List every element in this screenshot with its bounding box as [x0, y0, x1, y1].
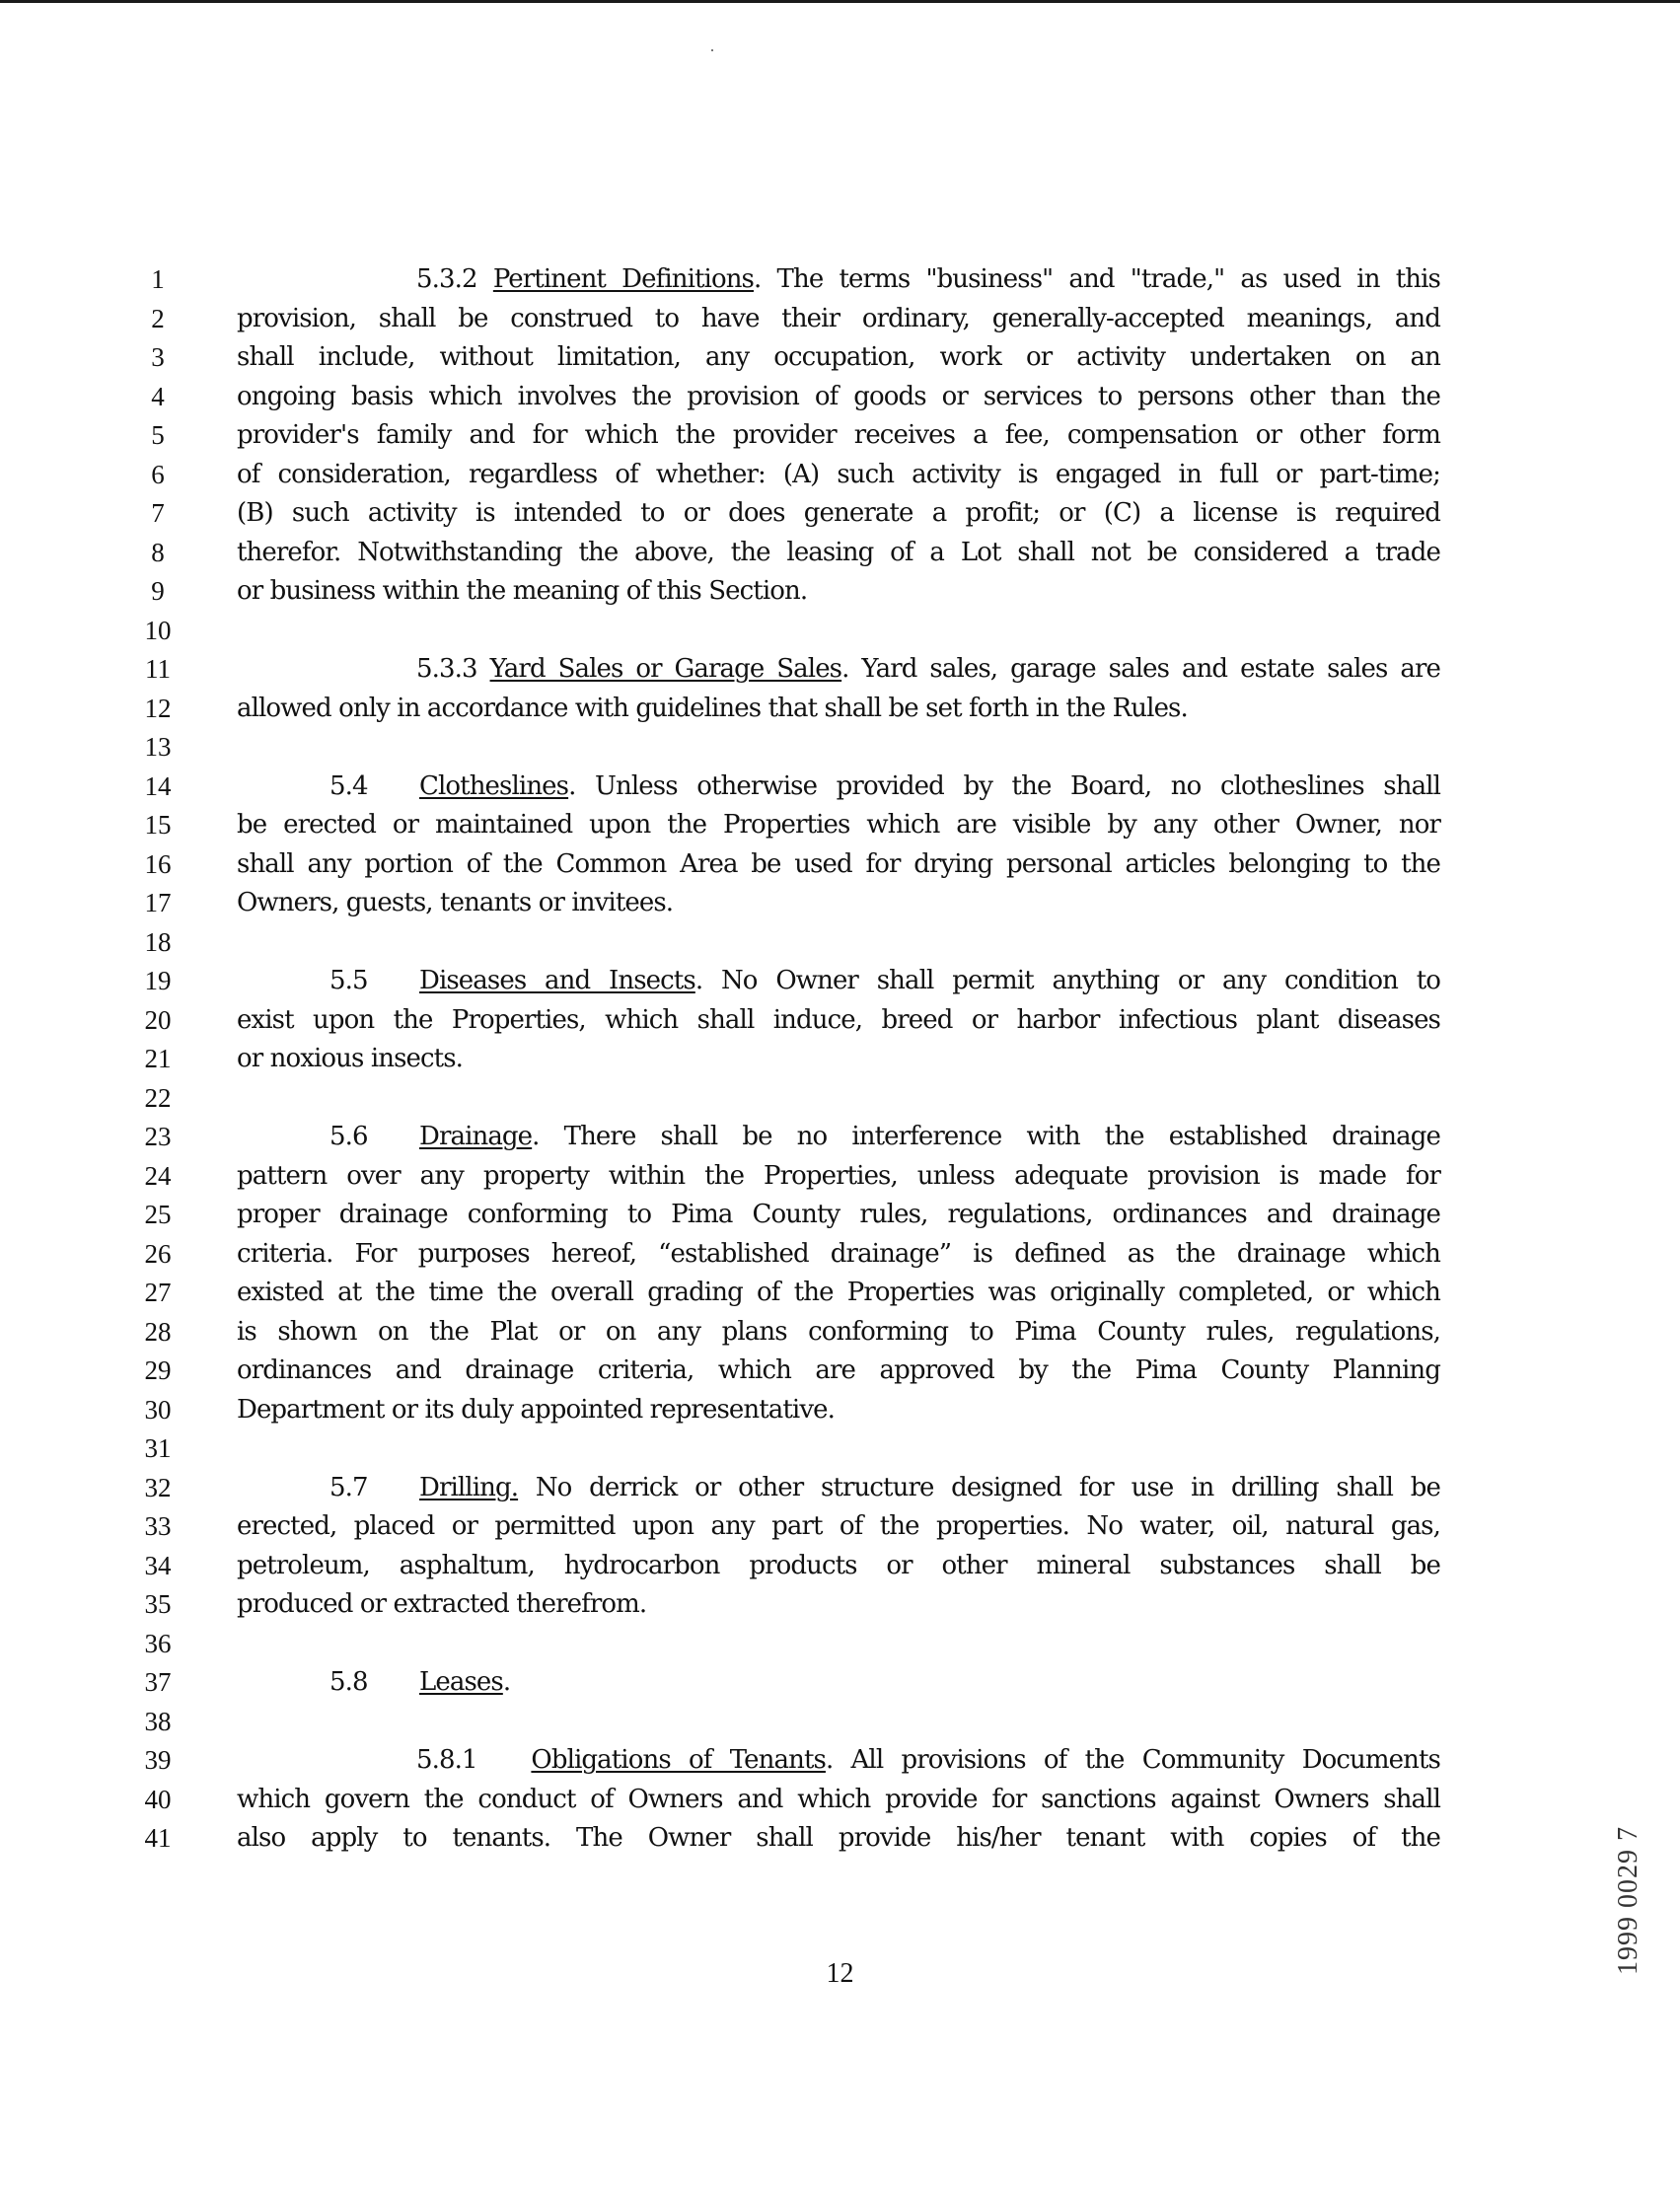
- body-line: pattern over any property within the Properties, unless adequate provision is made for: [237, 1160, 1440, 1191]
- line-number: 40: [144, 1784, 172, 1814]
- line-number: 24: [144, 1160, 172, 1191]
- line-number: 19: [144, 966, 172, 995]
- section-5-3-3-line-1: 5.3.3 Yard Sales or Garage Sales. Yard sales, garage sales and estate sales are: [237, 650, 1440, 690]
- body-line: ordinances and drainage criteria, which are approved by the Pima County Planning: [237, 1355, 1440, 1385]
- section-title: Drainage: [419, 1122, 533, 1151]
- section-title: Leases: [419, 1667, 503, 1697]
- line-number: 3: [151, 342, 165, 372]
- body-line: is shown on the Plat or on any plans conforming to Pima County rules, regulations,: [237, 1316, 1440, 1347]
- line-number: 1: [151, 264, 165, 294]
- body-line: criteria. For purposes hereof, “established drainage” is defined as the drainage which: [237, 1238, 1440, 1269]
- blank-line: [237, 728, 1440, 768]
- line-number: 14: [144, 770, 172, 801]
- section-5-3-2-line-1: 5.3.2 Pertinent Definitions. The terms "business" and "trade," as used in this: [237, 260, 1440, 300]
- line-number: 26: [144, 1238, 172, 1269]
- page-number: 12: [826, 1958, 854, 1989]
- scan-top-border: [0, 0, 1680, 3]
- section-title: Obligations of Tenants: [531, 1745, 826, 1775]
- section-number: 5.3.3: [416, 654, 477, 684]
- line-number: 11: [145, 654, 171, 684]
- section-title: Drilling.: [419, 1472, 519, 1502]
- line-number: 12: [144, 693, 172, 723]
- line-number: 37: [144, 1667, 172, 1697]
- blank-line: [237, 1625, 1440, 1664]
- line-number: 33: [144, 1511, 172, 1541]
- line-number: 28: [144, 1316, 172, 1347]
- body-line: ongoing basis which involves the provision of goods or services to persons other than the: [237, 381, 1440, 411]
- line-number: 8: [151, 537, 165, 567]
- line-number: 9: [151, 576, 165, 606]
- body-line: of consideration, regardless of whether: (A) such activity is engaged in full or part-time;: [237, 459, 1440, 489]
- line-number: 7: [151, 498, 165, 528]
- body-line: Owners, guests, tenants or invitees.: [237, 888, 674, 917]
- body-line: or noxious insects.: [237, 1044, 464, 1073]
- line-number: 23: [144, 1122, 172, 1151]
- section-5-7-line-1: 5.7 Drilling. No derrick or other structure designed for use in drilling shall be: [237, 1469, 1440, 1508]
- line-number: 4: [151, 381, 165, 411]
- section-number: 5.3.2: [416, 264, 477, 294]
- section-number: 5.4: [329, 770, 368, 801]
- line-number: 35: [144, 1589, 172, 1619]
- body-line: Department or its duly appointed representative.: [237, 1394, 835, 1425]
- body-line: allowed only in accordance with guidelines that shall be set forth in the Rules.: [237, 693, 1188, 723]
- body-line: shall include, without limitation, any occupation, work or activity undertaken on an: [237, 342, 1440, 372]
- section-5-8-1-line-1: 5.8.1 Obligations of Tenants. All provisions of the Community Documents: [237, 1741, 1440, 1781]
- line-number: 32: [144, 1472, 172, 1502]
- blank-line: [237, 1079, 1440, 1119]
- line-number-column: [138, 260, 178, 1859]
- line-number: 15: [144, 810, 172, 840]
- line-number: 39: [144, 1745, 172, 1775]
- body-line: erected, placed or permitted upon any part of the properties. No water, oil, natural gas,: [237, 1511, 1440, 1541]
- line-number: 34: [144, 1550, 172, 1580]
- section-title: Yard Sales or Garage Sales: [489, 654, 842, 684]
- line-number: 27: [144, 1278, 172, 1307]
- blank-line: [237, 1429, 1440, 1469]
- body-line: which govern the conduct of Owners and which provide for sanctions against Owners shall: [237, 1784, 1440, 1814]
- section-number: 5.8.1: [416, 1745, 477, 1775]
- body-line: be erected or maintained upon the Properties which are visible by any other Owner, nor: [237, 810, 1440, 840]
- line-number: 18: [144, 926, 172, 957]
- line-number: 36: [144, 1628, 172, 1658]
- section-number: 5.8: [329, 1667, 368, 1697]
- line-number: 29: [144, 1355, 172, 1385]
- section-title: Clotheslines: [419, 770, 569, 801]
- body-line: therefor. Notwithstanding the above, the leasing of a Lot shall not be considered a trade: [237, 537, 1440, 567]
- body-line: existed at the time the overall grading of the Properties was originally completed, or which: [237, 1278, 1440, 1307]
- line-number: 22: [144, 1082, 172, 1113]
- section-title: Diseases and Insects: [419, 966, 695, 995]
- body-line: petroleum, asphaltum, hydrocarbon products or other mineral substances shall be: [237, 1550, 1440, 1580]
- section-number: 5.7: [329, 1472, 368, 1502]
- body-line: exist upon the Properties, which shall induce, breed or harbor infectious plant diseases: [237, 1004, 1440, 1035]
- line-number: 20: [144, 1004, 172, 1035]
- scan-speck: [711, 49, 713, 51]
- line-number: 21: [144, 1044, 172, 1073]
- section-5-6-line-1: 5.6 Drainage. There shall be no interference with the established drainage: [237, 1118, 1440, 1157]
- line-number: 30: [144, 1394, 172, 1425]
- body-line: provider's family and for which the provider receives a fee, compensation or other form: [237, 420, 1440, 450]
- blank-line: [237, 1703, 1440, 1742]
- section-number: 5.5: [329, 966, 368, 995]
- body-line: shall any portion of the Common Area be used for drying personal articles belonging to the: [237, 848, 1440, 879]
- line-number: 5: [151, 420, 165, 450]
- section-5-8-heading: 5.8 Leases.: [237, 1663, 1440, 1703]
- page-body: [237, 260, 1440, 1859]
- line-number: 10: [144, 615, 172, 645]
- line-number: 38: [144, 1706, 172, 1736]
- line-number: 2: [151, 303, 165, 333]
- body-line: or business within the meaning of this Section.: [237, 576, 808, 606]
- line-number: 13: [144, 732, 172, 762]
- blank-line: [237, 612, 1440, 651]
- body-line: provision, shall be construed to have their ordinary, generally-accepted meanings, and: [237, 303, 1440, 333]
- blank-line: [237, 923, 1440, 963]
- line-number: 41: [144, 1823, 172, 1853]
- line-number: 17: [144, 888, 172, 917]
- section-title: Pertinent Definitions: [492, 264, 754, 294]
- line-number: 6: [151, 459, 165, 489]
- section-5-5-line-1: 5.5 Diseases and Insects. No Owner shall permit anything or any condition to: [237, 962, 1440, 1001]
- section-number: 5.6: [329, 1122, 368, 1151]
- line-number: 16: [144, 848, 172, 879]
- body-line: produced or extracted therefrom.: [237, 1589, 647, 1619]
- body-line: (B) such activity is intended to or does generate a profit; or (C) a license is required: [237, 498, 1440, 528]
- body-line: proper drainage conforming to Pima County rules, regulations, ordinances and drainage: [237, 1200, 1440, 1229]
- section-5-4-line-1: 5.4 Clotheslines. Unless otherwise provided by the Board, no clotheslines shall: [237, 768, 1440, 807]
- line-number: 25: [144, 1200, 172, 1229]
- body-line: also apply to tenants. The Owner shall provide his/her tenant with copies of the: [237, 1823, 1440, 1853]
- recording-stamp: 1999 0029 7: [1613, 1826, 1643, 1975]
- line-number: 31: [144, 1433, 172, 1463]
